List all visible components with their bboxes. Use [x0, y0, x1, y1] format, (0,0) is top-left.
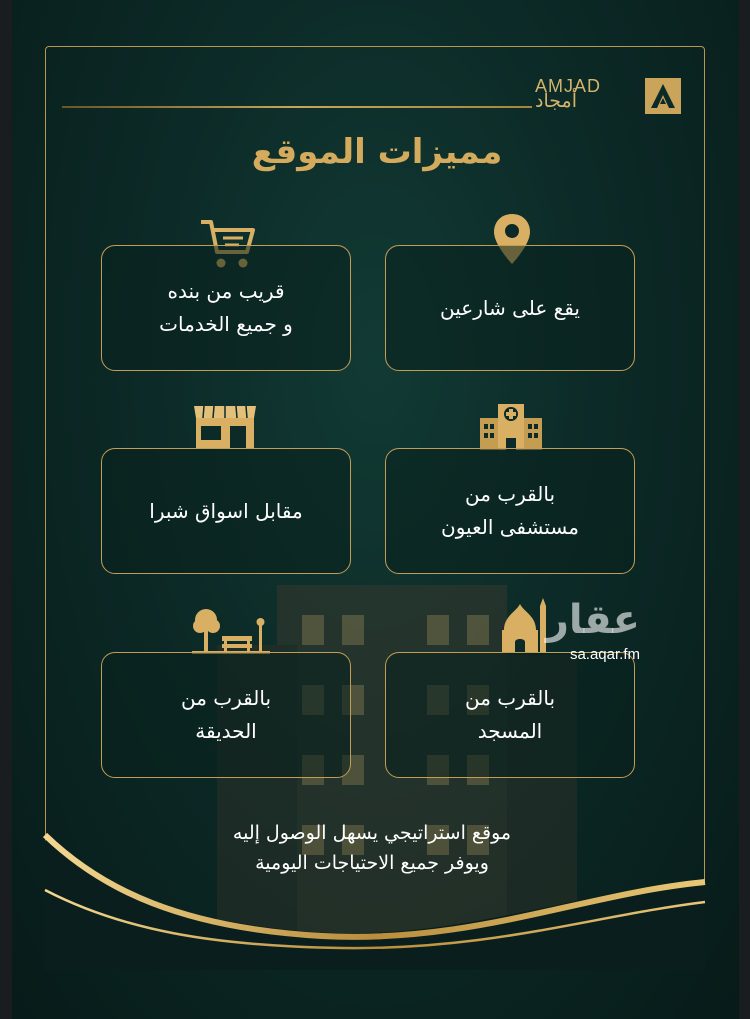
logo-arabic-text: أمجاد	[535, 90, 577, 112]
hospital-icon	[478, 400, 544, 452]
park-icon	[190, 606, 272, 654]
storefront-icon	[192, 402, 258, 450]
feature-card-eye-hospital: بالقرب من مستشفى العيون	[385, 448, 635, 574]
feature-card-opposite-shubra: مقابل اسواق شبرا	[101, 448, 351, 574]
amjad-logo	[535, 76, 695, 118]
poster	[12, 0, 739, 1019]
feature-card-mosque: بالقرب من المسجد	[385, 652, 635, 778]
footer-tagline: موقع استراتيجي يسهل الوصول إليه ويوفر جميع الاحتياجات اليومية	[232, 822, 512, 874]
feature-card-two-streets: يقع على شارعين	[385, 245, 635, 371]
page-title: مميزات الموقع	[251, 132, 503, 172]
header-divider	[62, 106, 532, 108]
logo-latin-text: AMJAD	[535, 76, 602, 96]
aqar-watermark	[545, 597, 640, 663]
logo-mark-icon	[645, 78, 681, 114]
feature-card-near-panda: قريب من بنده و جميع الخدمات	[101, 245, 351, 371]
feature-card-park: بالقرب من الحديقة	[101, 652, 351, 778]
watermark-arabic: عقار	[545, 597, 640, 643]
watermark-url: sa.aqar.fm	[569, 646, 640, 663]
